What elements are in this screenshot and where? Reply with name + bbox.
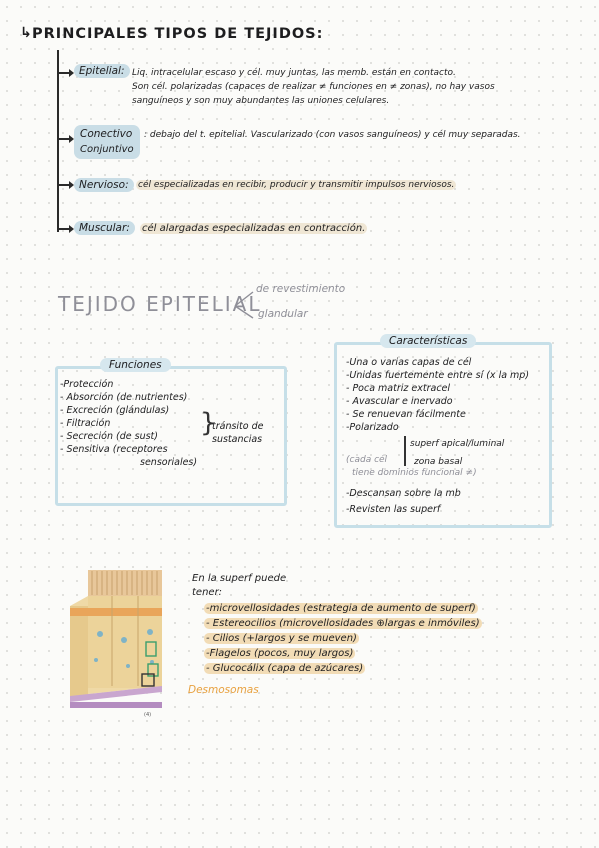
- subtype-glandular: glandular: [258, 308, 308, 320]
- branch-arrow-icon: [57, 184, 71, 186]
- nervioso-label: Nervioso:: [74, 178, 134, 192]
- conectivo-label: [74, 125, 140, 159]
- funciones-list: [60, 378, 197, 469]
- funciones-title: Funciones: [100, 358, 171, 372]
- polar-basal: zona basal: [414, 457, 463, 467]
- branch-arrow-icon: [57, 228, 71, 230]
- list-item: -Descansan sobre la mb: [346, 488, 461, 499]
- nervioso-text: cél especializadas en recibir, producir y transmitir impulsos nerviosos.: [138, 180, 455, 190]
- epitelial-label: Epitelial:: [74, 64, 130, 78]
- list-item: - Filtración: [60, 418, 111, 429]
- section-title: TEJIDO EPITELIAL: [58, 292, 262, 316]
- epitelial-line-1: Liq. intracelular escaso y cél. muy juntas, las memb. están en contacto.: [132, 68, 456, 78]
- list-item: -Protección: [60, 379, 114, 390]
- transito-1: tránsito de: [212, 421, 264, 432]
- desmosomas-label: Desmosomas: [188, 684, 259, 696]
- list-item: - Se renuevan fácilmente: [346, 409, 466, 420]
- conectivo-text: : debajo del t. epitelial. Vascularizado (con vasos sanguíneos) y cél muy separadas.: [144, 130, 521, 140]
- superf-intro-2: tener:: [192, 587, 223, 598]
- epitelial-line-3: sanguíneos y son muy abundantes las uniones celulares.: [132, 96, 390, 106]
- brace-icon: }: [200, 408, 217, 438]
- polar-apical: superf apical/luminal: [410, 439, 505, 449]
- polar-note-2: tiene dominios funcional ≠): [352, 468, 477, 478]
- branch-arrow-icon: [57, 138, 71, 140]
- polar-note-1: (cada cél: [346, 455, 388, 465]
- muscular-label: Muscular:: [74, 221, 135, 235]
- microvilli-icon: [88, 570, 162, 596]
- list-item: - Avascular e inervado: [346, 396, 453, 407]
- epithelium-illustration: [66, 568, 190, 718]
- list-item: - Sensitiva (receptores: [60, 444, 168, 455]
- list-item: - Estereocilios (microvellosidades ⊕largas e inmóviles): [206, 618, 480, 629]
- divider: [404, 436, 406, 466]
- list-item: - Cilios (+largos y se mueven): [206, 633, 357, 644]
- list-item: -Unidas fuertemente entre sí (x la mp): [346, 370, 530, 381]
- list-item: - Secreción (de sust): [60, 431, 158, 442]
- title-arrow-icon: ↳: [20, 25, 32, 41]
- list-item: -Revisten las superf: [346, 504, 441, 515]
- page-title: PRINCIPALES TIPOS DE TEJIDOS:: [32, 26, 324, 42]
- list-item: -Una o varias capas de cél: [346, 357, 472, 368]
- conectivo-label-2: Conjuntivo: [80, 144, 134, 155]
- list-item: - Poca matriz extracel: [346, 383, 451, 394]
- list-item: - Excreción (glándulas): [60, 405, 170, 416]
- transito-2: sustancias: [212, 434, 263, 445]
- caracteristicas-title: Características: [380, 334, 476, 348]
- caracteristicas-list-2: [346, 487, 461, 516]
- list-item: -Polarizado: [346, 422, 399, 433]
- conectivo-label-1: Conectivo: [80, 128, 133, 140]
- subtype-revestimiento: de revestimiento: [256, 283, 346, 295]
- list-item: - Absorción (de nutrientes): [60, 392, 188, 403]
- epitelial-line-2: Son cél. polarizadas (capaces de realizar ≠ funciones en ≠ zonas), no hay vasos: [132, 82, 495, 92]
- muscular-text: cél alargadas especializadas en contracción.: [142, 223, 366, 234]
- list-item: -microvellosidades (estrategia de aumento de superf): [206, 603, 476, 614]
- superf-list: [204, 601, 482, 676]
- branch-arrow-icon: [57, 72, 71, 74]
- list-item: -Flagelos (pocos, muy largos): [206, 648, 354, 659]
- tree-line: [57, 50, 59, 232]
- superf-intro-1: En la superf puede: [192, 573, 287, 584]
- caracteristicas-list: [346, 356, 529, 434]
- list-item: - Glucocálix (capa de azúcares): [206, 663, 364, 674]
- figure-label: (4): [144, 712, 152, 718]
- list-item: sensoriales): [140, 457, 198, 468]
